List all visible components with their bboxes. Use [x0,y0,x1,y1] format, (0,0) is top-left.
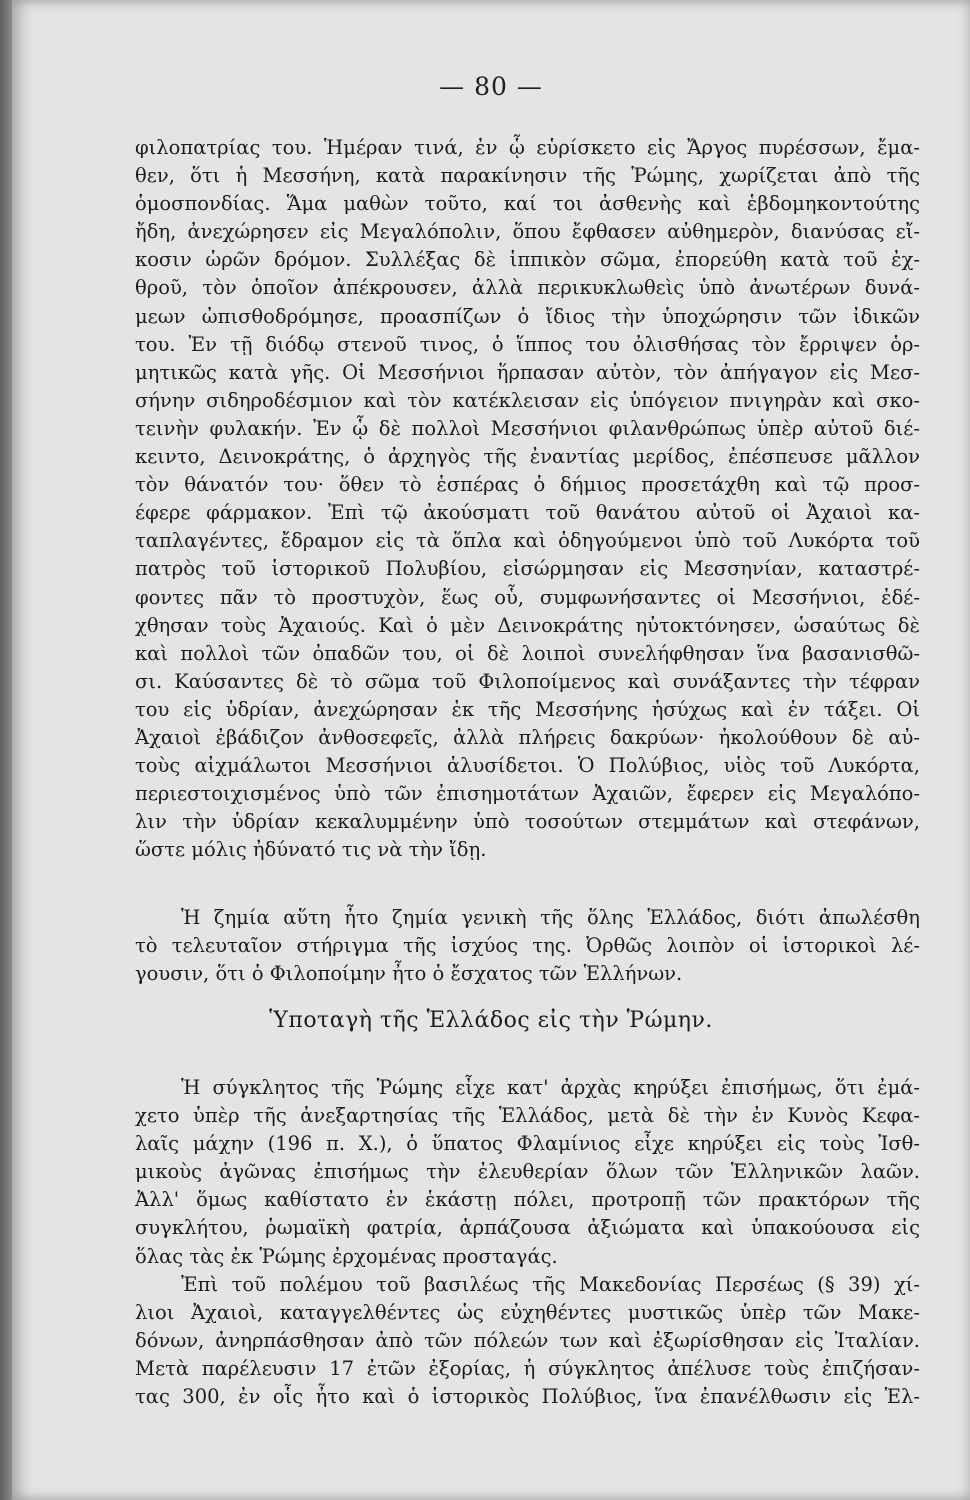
text-line: του. Ἐν τῇ διόδῳ στενοῦ τινος, ὁ ἵππος του ὀλισθήσας τὸν ἔρριψεν ὁρ- [135,332,920,356]
text-line: Ἀχαιοὶ ἐβάδιζον ἀνθοσεφεῖς, ἀλλὰ πλήρεις δακρύων· ἠκολούθουν δὲ αὐ- [135,725,920,749]
text-line: θροῦ, τὸν ὁποῖον ἀπέκρουσεν, ἀλλὰ περικυκλωθεὶς ὑπὸ ἀνωτέρων δυνά- [135,276,920,300]
text-line: χετο ὑπὲρ τῆς ἀνεξαρτησίας τῆς Ἑλλάδος, μετὰ δὲ τὴν ἐν Κυνὸς Κεφα- [135,1104,920,1128]
text-line: Μετὰ παρέλευσιν 17 ἐτῶν ἐξορίας, ἡ σύγκλητος ἀπέλυσε τοὺς ἐπιζήσαν- [135,1357,920,1381]
text-line: Ἡ σύγκλητος τῆς Ῥώμης εἶχε κατ' ἀρχὰς κηρύξει ἐπισήμως, ὅτι ἐμά- [181,1076,920,1099]
text-line: ὥστε μόλις ἠδύνατό τις νὰ τὴν ἴδῃ. [135,838,487,862]
text-line: φιλοπατρίας του. Ἡμέραν τινά, ἐν ᾧ εὑρίσκετο εἰς Ἄργος πυρέσσων, ἔμα- [135,136,920,159]
text-line: μεων ὠπισθοδρόμησε, προασπίζων ὁ ἴδιος τὴν ὑποχώρησιν τῶν ἰδικῶν [135,304,920,328]
text-line: του εἰς ὑδρίαν, ἀνεχώρησαν ἐκ τῆς Μεσσήνης ἡσύχως καὶ ἐν τάξει. Οἱ [135,697,920,721]
section-heading: Ὑποταγὴ τῆς Ἑλλάδος εἰς τὴν Ῥώμην. [269,1008,713,1033]
text-line: θεν, ὅτι ἡ Μεσσήνη, κατὰ παρακίνησιν τῆς Ῥώμης, χωρίζεται ἀπὸ τῆς [135,164,920,188]
paragraph-roman-senate [135,1074,920,1271]
text-line: χθησαν τοὺς Ἀχαιούς. Καὶ ὁ μὲν Δεινοκράτης ηὐτοκτόνησεν, ὡσαύτως δὲ [135,613,920,637]
text-line: ὅλας τὰς ἐκ Ῥώμης ἐρχομένας προσταγάς. [135,1244,558,1268]
text-line: δόνων, ἀνηρπάσθησαν ἀπὸ τῶν πόλεών των καὶ ἐξωρίσθησαν εἰς Ἰταλίαν. [135,1329,920,1353]
text-line: ἤδη, ἀνεχώρησεν εἰς Μεγαλόπολιν, ὅπου ἔφθασεν αὐθημερὸν, διανύσας εἴ- [135,220,920,244]
text-line: ταπλαγέντες, ἔδραμον εἰς τὰ ὅπλα καὶ ὁδηγούμενοι ὑπὸ τοῦ Λυκόρτα τοῦ [135,529,920,553]
text-line: έφερε φάρμακον. Ἐπὶ τῷ ἀκούσματι τοῦ θανάτου αὐτοῦ οἱ Ἀχαιοὶ κα- [135,501,920,525]
text-line: λιν τὴν ὑδρίαν κεκαλυμμένην ὑπὸ τοσούτων στεμμάτων καὶ στεφάνων, [135,810,920,834]
page-number: — 80 — [439,72,543,101]
text-line: φοντες πᾶν τὸ προστυχὸν, ἕως οὗ, συμφωνήσαντες οἱ Μεσσήνιοι, ἐδέ- [135,585,920,609]
text-line: μητικῶς κατὰ γῆς. Οἱ Μεσσήνιοι ἥρπασαν αὐτὸν, τὸν ἀπήγαγον εἰς Μεσ- [135,360,920,384]
paragraph-philopoemen-death [135,134,920,864]
book-page [12,0,970,1500]
text-line: Ἀλλ' ὅμως καθίστατο ἐν ἑκάστῃ πόλει, προτροπῇ τῶν πρακτόρων τῆς [135,1188,920,1212]
text-line: συγκλήτου, ῥωμαϊκὴ φατρία, ἁρπάζουσα ἀξιώματα καὶ ὑπακούουσα εἰς [135,1216,920,1240]
text-line: τὸ τελευταῖον στήριγμα τῆς ἰσχύος της. Ὀρθῶς λοιπὸν οἱ ἱστορικοὶ λέ- [135,934,920,958]
text-line: σήνην σιδηροδέσμιον καὶ τὸν κατέκλεισαν εἰς ὑπόγειον πνιγηρὰν καὶ σκο- [135,388,920,412]
text-line: τεινὴν φυλακήν. Ἐν ᾧ δὲ πολλοὶ Μεσσήνιοι φιλανθρώπως ὑπὲρ αὐτοῦ διέ- [135,416,920,440]
text-line: μικοὺς ἀγῶνας ἐπισήμως τὴν ἐλευθερίαν ὅλων τῶν Ἑλληνικῶν λαῶν. [135,1160,920,1184]
page-edge [0,0,12,1500]
text-line: Ἡ ζημία αὕτη ἦτο ζημία γενικὴ τῆς ὅλης Ἑλλάδος, διότι ἀπωλέσθη [181,906,920,929]
text-line: περιεστοιχισμένος ὑπὸ τῶν ἐπισημοτάτων Ἀχαιῶν, ἔφερεν εἰς Μεγαλόπο- [135,782,920,806]
text-line: κοσιν ὡρῶν δρόμον. Συλλέξας δὲ ἱππικὸν σῶμα, ἐπορεύθη κατὰ τοῦ ἐχ- [135,248,920,272]
text-line: τας 300, ἐν οἷς ἦτο καὶ ὁ ἱστορικὸς Πολύβιος, ἵνα ἐπανέλθωσιν εἰς Ἑλ- [135,1385,920,1409]
text-line: σι. Καύσαντες δὲ τὸ σῶμα τοῦ Φιλοποίμενος καὶ συνάξαντες τὴν τέφραν [135,669,920,693]
text-line: λαῖς μάχην (196 π. Χ.), ὁ ὕπατος Φλαμίνιος εἶχε κηρύξει εἰς τοὺς Ἰσθ- [135,1132,920,1156]
text-line: καὶ πολλοὶ τῶν ὀπαδῶν του, οἱ δὲ λοιποὶ συνελήφθησαν ἵνα βασανισθῶ- [135,641,920,665]
paragraph-loss-of-greece [135,904,920,988]
text-line: πατρὸς τοῦ ἱστορικοῦ Πολυβίου, εἰσώρμησαν εἰς Μεσσηνίαν, καταστρέ- [135,557,920,581]
text-line: λιοι Ἀχαιοὶ, καταγγελθέντες ὡς εὐχηθέντες μυστικῶς ὑπὲρ τῶν Μακε- [135,1301,920,1325]
text-line: ὁμοσπονδίας. Ἅμα μαθὼν τοῦτο, καί τοι ἀσθενὴς καὶ ἑβδομηκοντούτης [135,192,920,216]
text-line: Ἐπὶ τοῦ πολέμου τοῦ βασιλέως τῆς Μακεδονίας Περσέως (§ 39) χί- [181,1273,920,1296]
text-line: γουσιν, ὅτι ὁ Φιλοποίμην ἦτο ὁ ἔσχατος τῶν Ἑλλήνων. [135,962,683,986]
text-line: κειντο, Δεινοκράτης, ὁ ἀρχηγὸς τῆς ἐναντίας μερίδος, ἐπέσπευσε μᾶλλον [135,445,920,469]
text-line: τοὺς αἰχμάλωτοι Μεσσήνιοι ἀλυσίδετοι. Ὁ Πολύβιος, υἱὸς τοῦ Λυκόρτα, [135,754,920,778]
paragraph-perseus-war [135,1271,920,1411]
text-line: τὸν θάνατόν του· ὅθεν τὸ ἑσπέρας ὁ δήμιος προσετάχθη καὶ τῷ προσ- [135,473,920,497]
